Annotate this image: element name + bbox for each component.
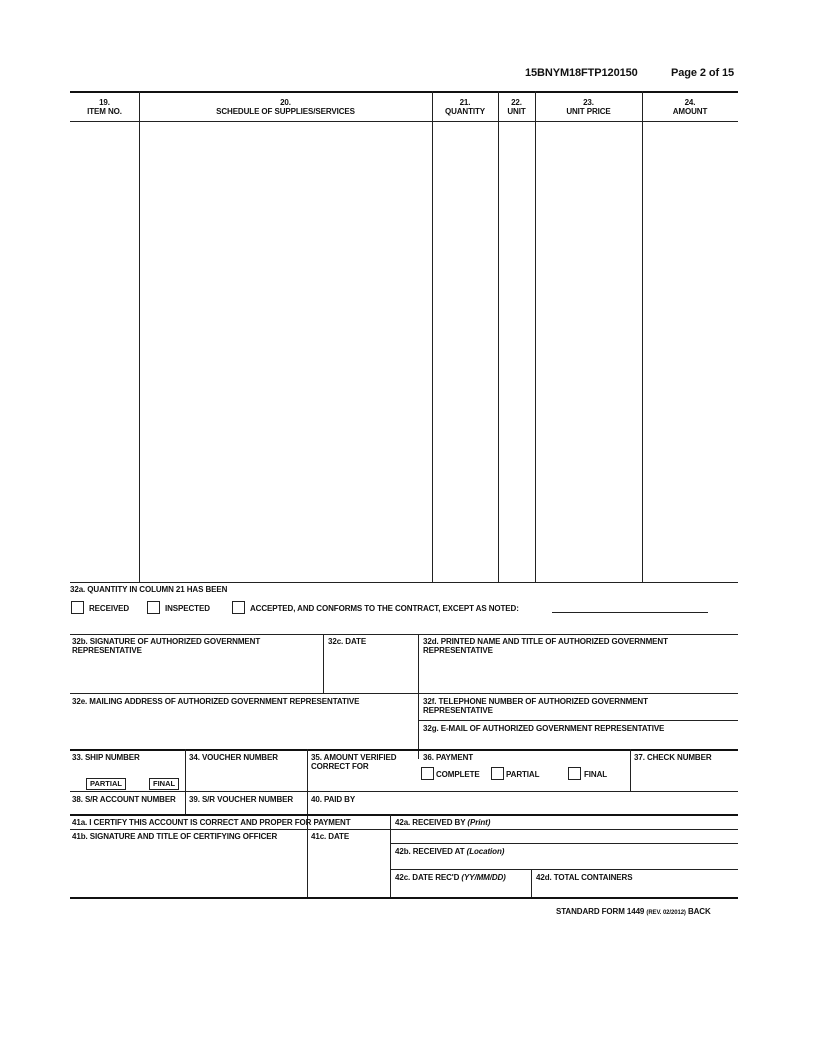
row-38-top <box>70 791 738 792</box>
block-42d-total-containers[interactable]: 42d. TOTAL CONTAINERS <box>536 873 633 882</box>
col-number: 22. <box>511 98 522 107</box>
row-32g-top <box>418 720 738 721</box>
inspected-label: INSPECTED <box>165 604 210 613</box>
col-divider-4 <box>535 91 536 583</box>
col-number: 20. <box>280 98 291 107</box>
col-number: 21. <box>459 98 471 107</box>
row-41b-top <box>70 829 738 830</box>
payment-partial-checkbox[interactable] <box>491 767 504 780</box>
payment-complete-checkbox[interactable] <box>421 767 434 780</box>
col-header-unit <box>498 98 535 116</box>
block-33-ship-number[interactable]: 33. SHIP NUMBER <box>72 753 140 762</box>
col-divider-1 <box>139 91 140 583</box>
payment-final-checkbox[interactable] <box>568 767 581 780</box>
block-32d-printed-name[interactable]: 32d. PRINTED NAME AND TITLE OF AUTHORIZED GOVERNMENT REPRESENTATIVE <box>423 637 668 655</box>
col-number: 24. <box>684 98 696 107</box>
col-title: UNIT PRICE <box>566 107 611 116</box>
block-39-sr-voucher[interactable]: 39. S/R VOUCHER NUMBER <box>189 795 294 804</box>
field-label: 42a. RECEIVED BY <box>395 818 466 827</box>
ship-final-label[interactable]: FINAL <box>149 778 179 790</box>
payment-complete-label: COMPLETE <box>436 770 480 779</box>
page-number: Page 2 of 15 <box>671 67 734 79</box>
block-42b-received-at[interactable] <box>395 847 504 856</box>
col-divider-3 <box>498 91 499 583</box>
schedule-top-border <box>70 91 738 93</box>
field-hint: (YY/MM/DD) <box>461 873 506 882</box>
row-41-top <box>70 814 738 816</box>
block-32f-telephone[interactable]: 32f. TELEPHONE NUMBER OF AUTHORIZED GOVERNMENT REPRESENTATIVE <box>423 697 648 715</box>
field-label: 42b. RECEIVED AT <box>395 847 465 856</box>
row-32b-top <box>70 634 738 635</box>
divider-33-34 <box>185 749 186 814</box>
col-title: UNIT <box>507 107 526 116</box>
ship-partial-label[interactable]: PARTIAL <box>86 778 126 790</box>
field-label: 42c. DATE REC'D <box>395 873 460 882</box>
divider-41-42 <box>390 814 391 897</box>
field-hint: (Print) <box>467 818 491 827</box>
block-42c-date-received[interactable] <box>395 873 506 882</box>
field-hint: (Location) <box>466 847 505 856</box>
accepted-checkbox[interactable] <box>232 601 245 614</box>
row-42b-top <box>390 843 738 844</box>
col-divider-2 <box>432 91 433 583</box>
form-side: BACK <box>687 907 711 916</box>
row-42c-top <box>390 869 738 870</box>
block-32g-email[interactable]: 32g. E-MAIL OF AUTHORIZED GOVERNMENT REPRESENTATIVE <box>423 724 665 733</box>
block-34-voucher-number[interactable]: 34. VOUCHER NUMBER <box>189 753 278 762</box>
form-footer <box>556 907 711 918</box>
solicitation-number: 15BNYM18FTP120150 <box>525 67 638 79</box>
col-number: 19. <box>99 98 110 107</box>
payment-partial-label: PARTIAL <box>506 770 540 779</box>
block-35-amount-verified[interactable]: 35. AMOUNT VERIFIED CORRECT FOR <box>311 753 397 771</box>
col-header-amount <box>642 98 738 116</box>
schedule-bottom-border <box>70 582 738 583</box>
col-title: AMOUNT <box>672 107 708 116</box>
divider-42c-42d <box>531 869 532 897</box>
payment-final-label: FINAL <box>584 770 608 779</box>
except-as-noted-line[interactable] <box>552 612 708 613</box>
block-32a-label: 32a. QUANTITY IN COLUMN 21 HAS BEEN <box>70 585 228 594</box>
block-41a-certify: 41a. I CERTIFY THIS ACCOUNT IS CORRECT AND PROPER FOR PAYMENT <box>72 818 351 827</box>
col-divider-5 <box>642 91 643 583</box>
row-33-top <box>70 749 738 751</box>
col-title: QUANTITY <box>444 107 486 116</box>
form-name: STANDARD FORM 1449 <box>556 907 645 916</box>
accepted-label: ACCEPTED, AND CONFORMS TO THE CONTRACT, EXCEPT AS NOTED: <box>250 604 519 613</box>
block-32e-mailing-address[interactable]: 32e. MAILING ADDRESS OF AUTHORIZED GOVERNMENT REPRESENTATIVE <box>72 697 360 706</box>
block-32c-date[interactable]: 32c. DATE <box>328 637 367 646</box>
col-header-unit-price <box>535 98 642 116</box>
row-32e-top <box>70 693 738 694</box>
block-42a-received-by[interactable] <box>395 818 490 827</box>
col-title: SCHEDULE OF SUPPLIES/SERVICES <box>216 107 355 116</box>
col-header-schedule <box>139 98 432 116</box>
form-revision: (REV. 02/2012) <box>646 910 686 916</box>
received-label: RECEIVED <box>89 604 130 613</box>
inspected-checkbox[interactable] <box>147 601 160 614</box>
divider-36-37 <box>630 749 631 791</box>
block-32b-signature[interactable]: 32b. SIGNATURE OF AUTHORIZED GOVERNMENT REPRESENTATIVE <box>72 637 261 655</box>
block-41b-signature[interactable]: 41b. SIGNATURE AND TITLE OF CERTIFYING OFFICER <box>72 832 278 841</box>
schedule-header-divider <box>70 121 738 122</box>
block-36-payment: 36. PAYMENT <box>423 753 474 762</box>
block-38-sr-account[interactable]: 38. S/R ACCOUNT NUMBER <box>72 795 176 804</box>
col-header-quantity <box>432 98 498 116</box>
col-number: 23. <box>583 98 594 107</box>
divider-32c-32d <box>418 634 419 759</box>
col-header-item-no <box>70 98 139 116</box>
block-37-check-number[interactable]: 37. CHECK NUMBER <box>634 753 712 762</box>
received-checkbox[interactable] <box>71 601 84 614</box>
divider-32b-32c <box>323 634 324 693</box>
form-bottom-border <box>70 897 738 899</box>
col-title: ITEM NO. <box>87 107 122 116</box>
block-41c-date[interactable]: 41c. DATE <box>311 832 350 841</box>
block-40-paid-by[interactable]: 40. PAID BY <box>311 795 356 804</box>
